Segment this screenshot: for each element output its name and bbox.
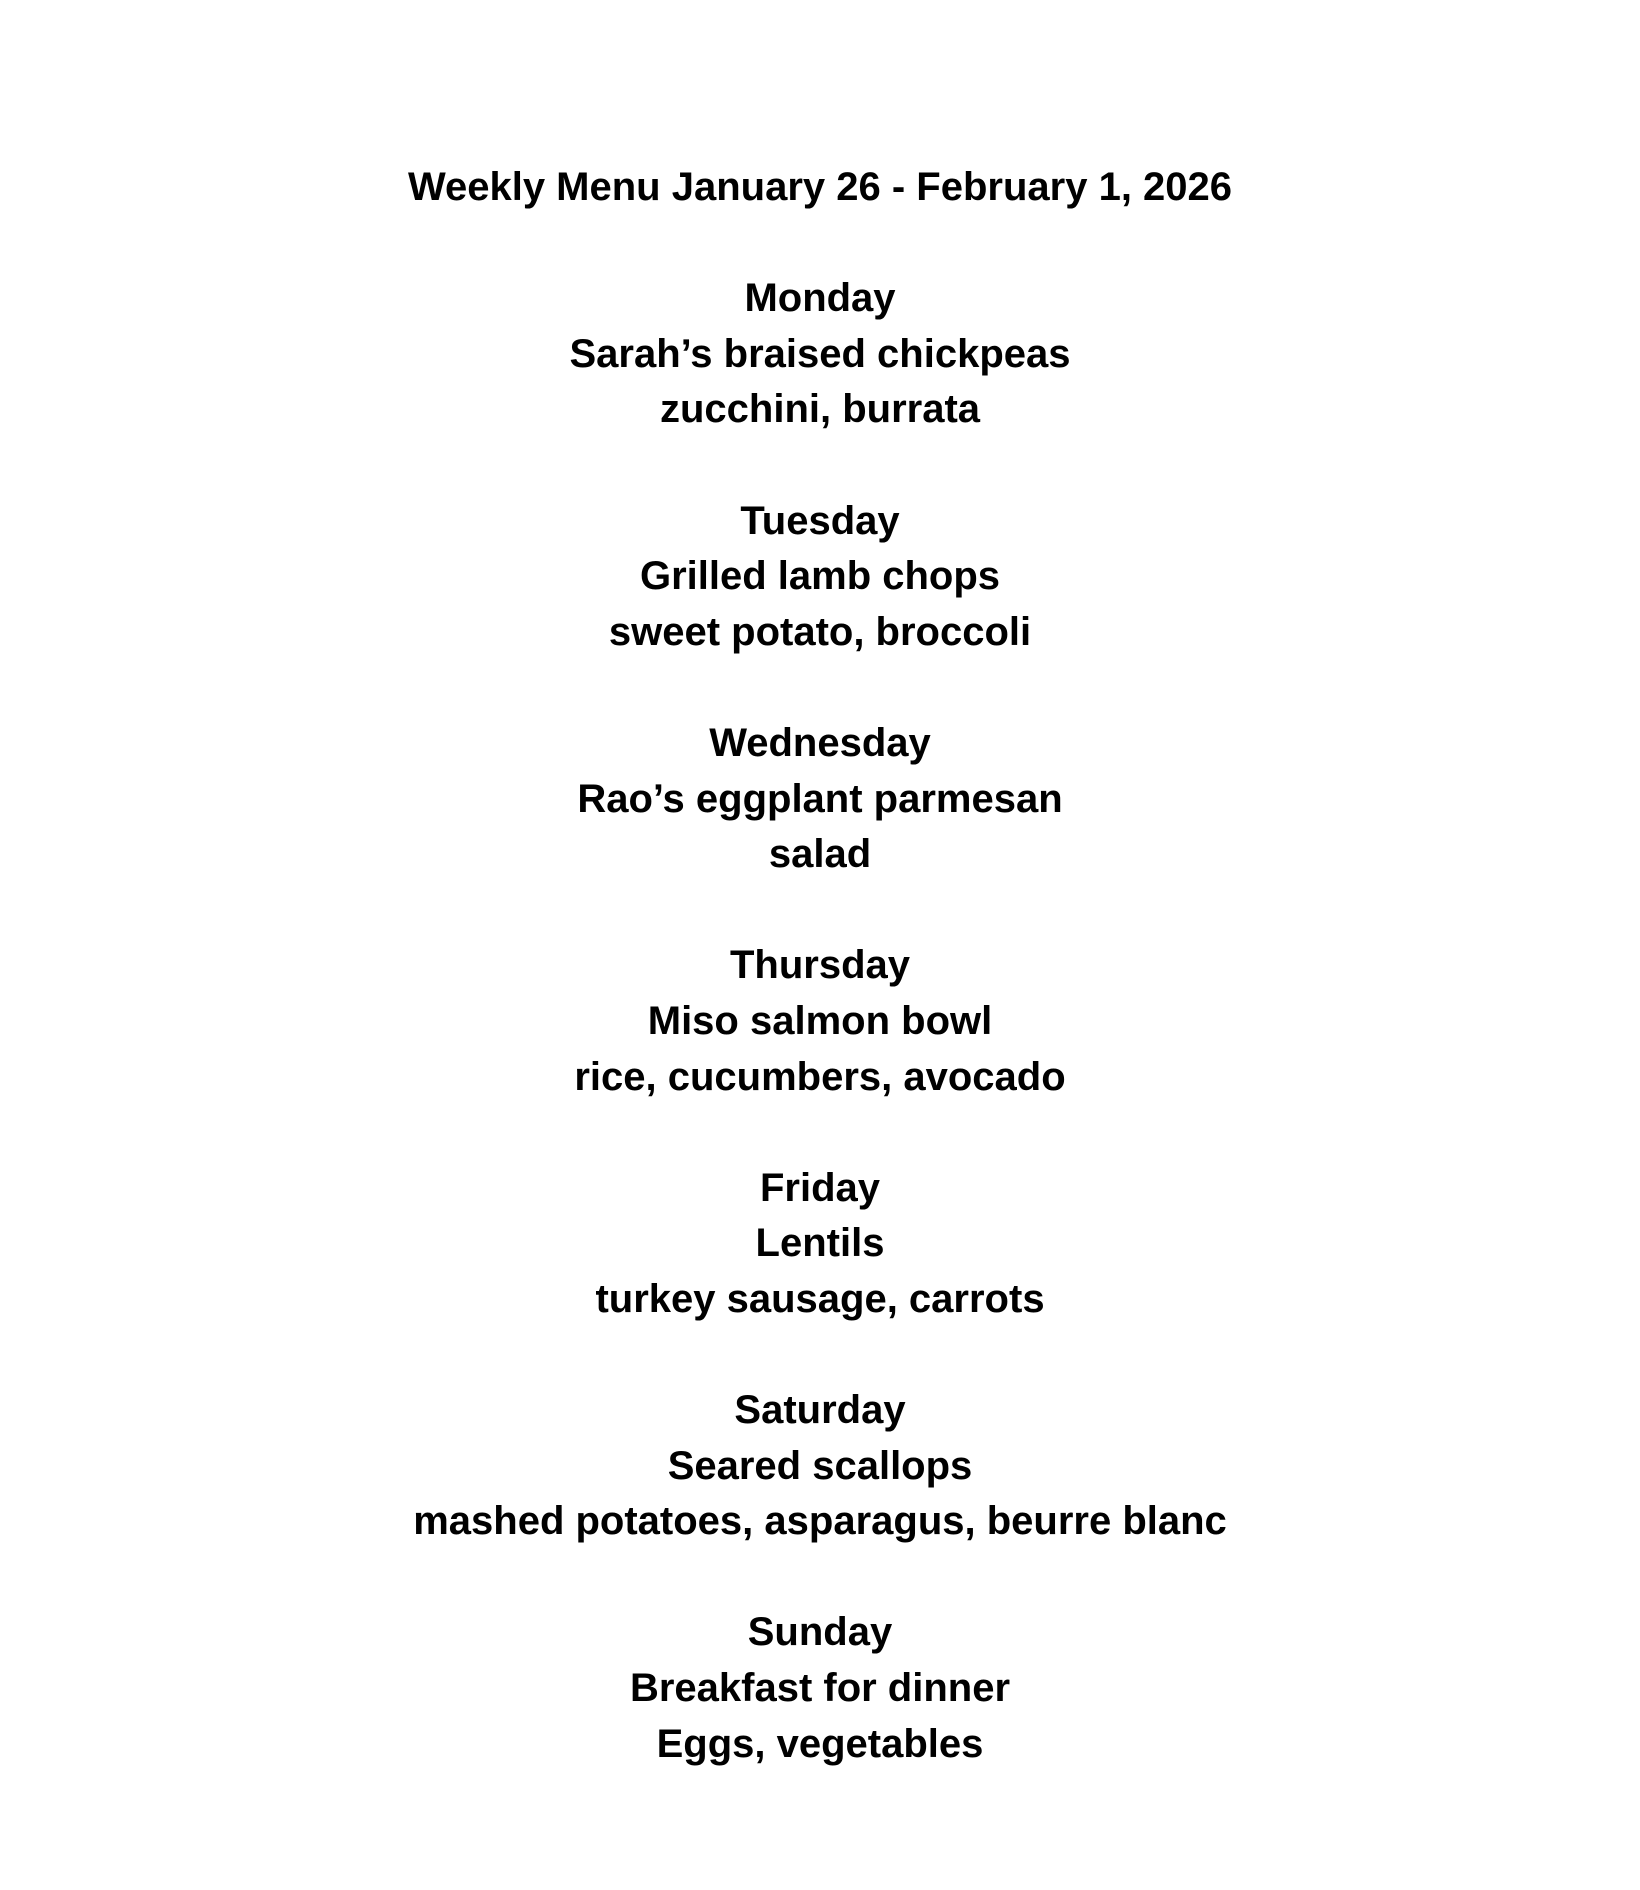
day-wednesday — [0, 716, 1640, 883]
main-dish: Rao’s eggplant parmesan — [577, 776, 1063, 821]
side-dishes: zucchini, burrata — [659, 387, 981, 432]
day-name: Monday — [744, 276, 896, 321]
day-saturday — [0, 1383, 1640, 1550]
day-sunday — [0, 1605, 1640, 1772]
side-dishes: salad — [768, 832, 872, 877]
main-dish: Miso salmon bowl — [647, 998, 993, 1043]
day-friday — [0, 1161, 1640, 1328]
day-name: Friday — [759, 1165, 881, 1210]
side-dishes: sweet potato, broccoli — [608, 609, 1032, 654]
day-name: Tuesday — [740, 498, 900, 543]
day-thursday — [0, 938, 1640, 1105]
main-dish: Sarah’s braised chickpeas — [569, 331, 1071, 376]
day-monday — [0, 271, 1640, 438]
side-dishes: mashed potatoes, asparagus, beurre blanc — [413, 1499, 1227, 1544]
main-dish: Grilled lamb chops — [639, 554, 1001, 599]
side-dishes: rice, cucumbers, avocado — [574, 1054, 1066, 1099]
main-dish: Seared scallops — [667, 1443, 973, 1488]
main-dish: Lentils — [755, 1221, 885, 1266]
side-dishes: Eggs, vegetables — [656, 1721, 984, 1766]
day-name: Saturday — [734, 1388, 906, 1433]
day-tuesday — [0, 494, 1640, 661]
day-name: Wednesday — [709, 720, 931, 765]
menu-title: Weekly Menu January 26 - February 1, 2026 — [407, 165, 1233, 209]
day-name: Sunday — [747, 1610, 893, 1655]
main-dish: Breakfast for dinner — [629, 1666, 1011, 1711]
menu-document — [0, 160, 1640, 1772]
day-name: Thursday — [729, 943, 911, 988]
side-dishes: turkey sausage, carrots — [595, 1276, 1045, 1321]
